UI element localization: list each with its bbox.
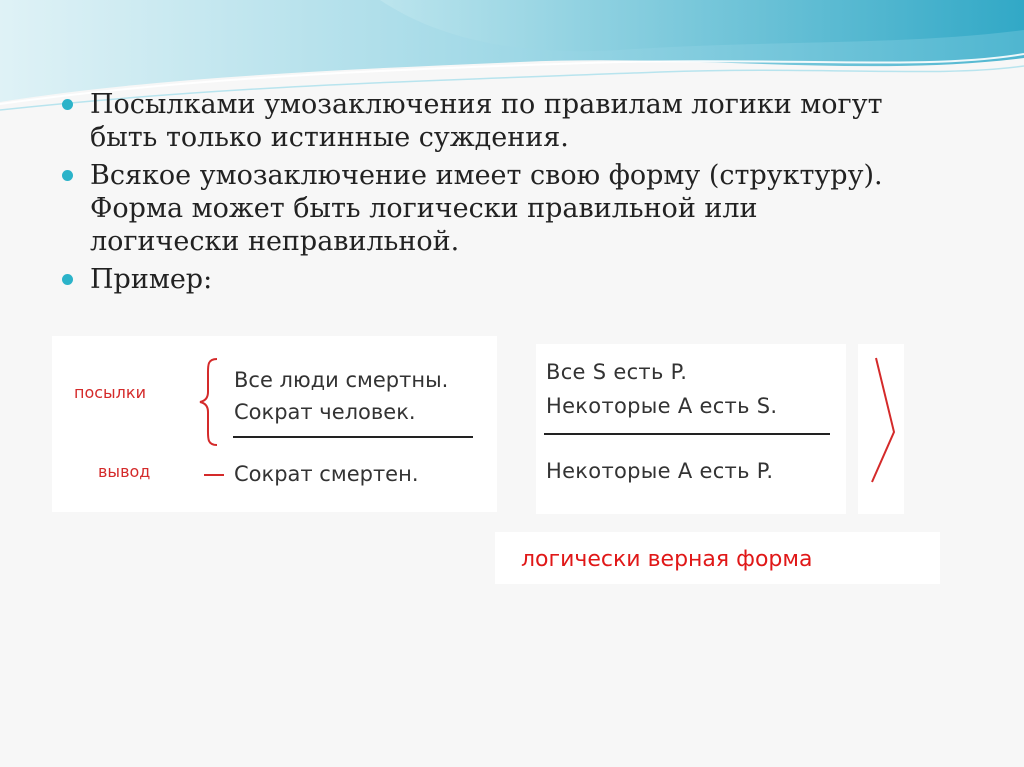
bullet-line: логически неправильной.: [90, 226, 460, 257]
bullet-list: [62, 88, 982, 301]
premises-label: посылки: [74, 383, 146, 402]
bullet-text: [90, 159, 982, 258]
schema-premise-2: Некоторые A есть S.: [546, 394, 778, 418]
bullet-line: Всякое умозаключение имеет свою форму (структуру).: [90, 160, 883, 191]
schema-premise-1: Все S есть P.: [546, 360, 688, 384]
bullet-line: Посылками умозаключения по правилам логики могут: [90, 89, 883, 120]
bullet-item-premises: [62, 88, 982, 154]
premise-divider-line: [233, 436, 473, 438]
bullet-line: Пример:: [90, 264, 213, 295]
syllogism-schema-panel: [536, 344, 846, 514]
schema-conclusion: Некоторые A есть P.: [546, 459, 774, 483]
conclusion-text: Сократ смертен.: [234, 462, 419, 486]
bullet-item-example: [62, 263, 982, 296]
bullet-dot-icon: [62, 170, 73, 181]
bullet-text: [90, 88, 982, 154]
angle-bracket-panel: [858, 344, 904, 514]
conclusion-dash: [204, 474, 224, 476]
syllogism-example-panel: [52, 336, 497, 512]
verdict-panel: [495, 532, 940, 584]
angle-bracket-icon: [858, 344, 904, 514]
premise-2-text: Сократ человек.: [234, 400, 416, 424]
bullet-text: [90, 263, 982, 296]
bullet-line: Форма может быть логически правильной или: [90, 193, 758, 224]
bullet-item-form: [62, 159, 982, 258]
bullet-dot-icon: [62, 274, 73, 285]
conclusion-label: вывод: [98, 462, 151, 481]
premise-1-text: Все люди смертны.: [234, 368, 449, 392]
bullet-dot-icon: [62, 99, 73, 110]
curly-brace-icon: [197, 356, 221, 448]
verdict-text: логически верная форма: [521, 547, 813, 572]
schema-divider-line: [544, 433, 830, 435]
bullet-line: быть только истинные суждения.: [90, 122, 569, 153]
